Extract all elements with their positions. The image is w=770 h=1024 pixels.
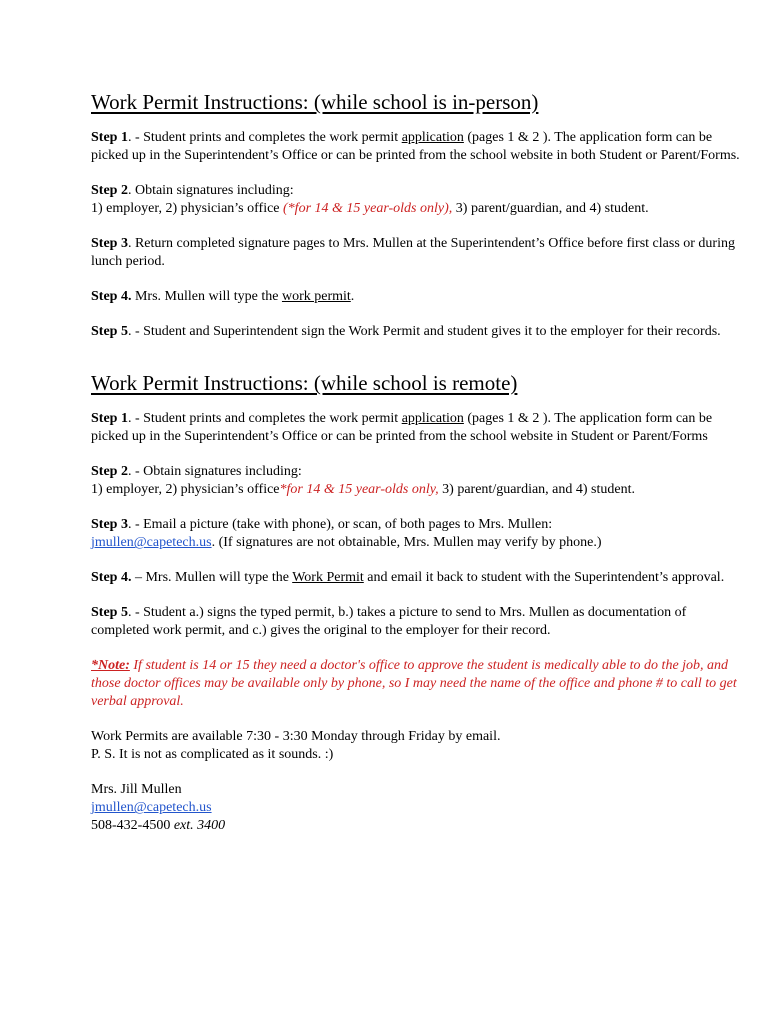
remote-step-2: Step 2. - Obtain signatures including: 1) employer, 2) physician’s office*for 14 & 15 year-olds only, 3) parent/guardian, and 4) student.	[91, 464, 635, 498]
section-title-remote: Work Permit Instructions: (while school is remote)	[91, 371, 518, 396]
step-label: Step 4.	[91, 289, 132, 305]
work-permit-link[interactable]: work permit	[281, 289, 351, 305]
work-permit-link[interactable]: Work Permit	[292, 570, 364, 586]
phone-extension: ext. 3400	[173, 818, 226, 834]
step-label: Step 5	[91, 605, 128, 621]
in-person-step-2: Step 2. Obtain signatures including: 1) employer, 2) physician’s office (*for 14 & 15 year-olds only), 3) parent/guardian, and 4) student.	[91, 183, 649, 217]
in-person-step-1: Step 1. - Student prints and completes the work permit application (pages 1 & 2 ). The application form can be picked up in the Superintendent’s Office or can be printed from the school website in both Student or Parent/Forms.	[91, 130, 740, 164]
age-note: (*for 14 & 15 year-olds only),	[283, 201, 453, 217]
step-label: Step 1	[91, 411, 128, 427]
step-label: Step 1	[91, 130, 128, 146]
step-label: Step 5	[91, 324, 128, 340]
document-page	[91, 90, 741, 835]
application-link[interactable]: application	[401, 130, 464, 146]
age-note: *for 14 & 15 year-olds only,	[279, 482, 439, 498]
in-person-step-4: Step 4. Mrs. Mullen will type the work permit.	[91, 289, 355, 305]
email-link[interactable]: jmullen@capetech.us	[91, 535, 212, 551]
signature-email-link[interactable]: jmullen@capetech.us	[91, 800, 212, 816]
in-person-step-5: Step 5. - Student and Superintendent sign the Work Permit and student gives it to the employer for their records.	[91, 324, 721, 340]
note-label: *Note:	[91, 658, 130, 674]
signature-name: Mrs. Jill Mullen	[91, 782, 182, 798]
application-link[interactable]: application	[401, 411, 464, 427]
remote-step-1: Step 1. - Student prints and completes the work permit application (pages 1 & 2 ). The application form can be picked up in the Superintendent’s Office or can be printed from the school website in Student or Parent/Forms	[91, 411, 713, 445]
remote-step-4: Step 4. – Mrs. Mullen will type the Work Permit and email it back to student with the Superintendent’s approval.	[91, 570, 725, 586]
signature-block	[91, 781, 741, 835]
step-label: Step 3	[91, 236, 128, 252]
step-label: Step 2	[91, 183, 128, 199]
signature-phone: 508-432-4500 ext. 3400	[91, 818, 226, 834]
in-person-step-3: Step 3. Return completed signature pages to Mrs. Mullen at the Superintendent’s Office before first class or during lunch period.	[91, 236, 735, 270]
step-label: Step 3	[91, 517, 128, 533]
availability-paragraph: Work Permits are available 7:30 - 3:30 Monday through Friday by email. P. S. It is not as complicated as it sounds. :)	[91, 729, 501, 763]
note-paragraph: *Note: If student is 14 or 15 they need a doctor's office to approve the student is medically able to do the job, and those doctor offices may be available only by phone, so I may need the name of the office and phone # to call to get verbal approval.	[91, 658, 737, 710]
remote-step-5: Step 5. - Student a.) signs the typed permit, b.) takes a picture to send to Mrs. Mullen as documentation of completed work permit, and c.) gives the original to the employer for their record.	[91, 605, 687, 639]
step-label: Step 4.	[91, 570, 132, 586]
section-title-in-person: Work Permit Instructions: (while school is in-person)	[91, 90, 539, 114]
remote-step-3: Step 3. - Email a picture (take with phone), or scan, of both pages to Mrs. Mullen: jmullen@capetech.us. (If signatures are not obtainable, Mrs. Mullen may verify by phone.)	[91, 517, 602, 551]
step-label: Step 2	[91, 464, 128, 480]
